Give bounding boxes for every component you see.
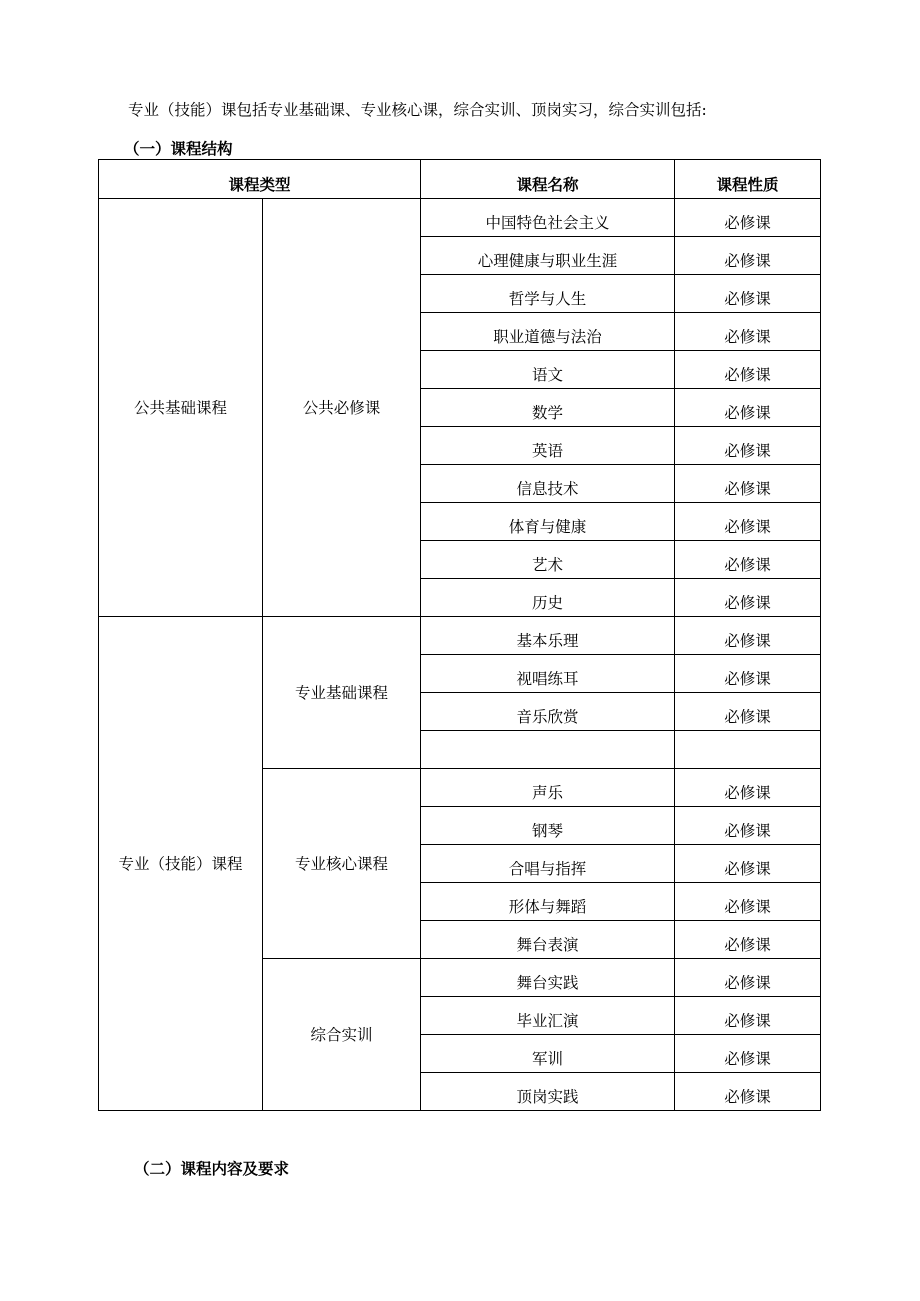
course-name-cell: 职业道德与法治	[421, 313, 675, 351]
course-nature-cell: 必修课	[675, 921, 821, 959]
course-name-cell: 数学	[421, 389, 675, 427]
course-nature-cell: 必修课	[675, 351, 821, 389]
course-name-cell: 哲学与人生	[421, 275, 675, 313]
course-name-cell: 形体与舞蹈	[421, 883, 675, 921]
table-row	[99, 617, 821, 655]
course-name-cell: 信息技术	[421, 465, 675, 503]
course-subcategory-cell: 公共必修课	[263, 199, 421, 617]
course-subcategory-cell: 综合实训	[263, 959, 421, 1111]
course-name-cell: 声乐	[421, 769, 675, 807]
course-nature-cell: 必修课	[675, 541, 821, 579]
course-name-cell: 合唱与指挥	[421, 845, 675, 883]
course-name-cell: 艺术	[421, 541, 675, 579]
course-nature-cell	[675, 731, 821, 769]
course-nature-cell: 必修课	[675, 655, 821, 693]
course-structure-table	[98, 159, 821, 1111]
course-nature-cell: 必修课	[675, 959, 821, 997]
header-course-name: 课程名称	[421, 160, 675, 199]
course-nature-cell: 必修课	[675, 617, 821, 655]
course-name-cell: 顶岗实践	[421, 1073, 675, 1111]
course-name-cell: 体育与健康	[421, 503, 675, 541]
course-nature-cell: 必修课	[675, 1035, 821, 1073]
course-category-cell: 公共基础课程	[99, 199, 263, 617]
course-name-cell: 语文	[421, 351, 675, 389]
course-nature-cell: 必修课	[675, 807, 821, 845]
course-nature-cell: 必修课	[675, 199, 821, 237]
header-course-nature: 课程性质	[675, 160, 821, 199]
course-nature-cell: 必修课	[675, 313, 821, 351]
course-nature-cell: 必修课	[675, 465, 821, 503]
course-name-cell: 舞台表演	[421, 921, 675, 959]
course-nature-cell: 必修课	[675, 237, 821, 275]
course-name-cell: 视唱练耳	[421, 655, 675, 693]
course-subcategory-cell: 专业基础课程	[263, 617, 421, 769]
course-subcategory-cell: 专业核心课程	[263, 769, 421, 959]
table-body	[99, 199, 821, 1111]
table-header-row	[99, 160, 821, 199]
course-name-cell: 军训	[421, 1035, 675, 1073]
course-name-cell: 英语	[421, 427, 675, 465]
section-heading-course-structure: （一）课程结构	[124, 140, 233, 158]
course-nature-cell: 必修课	[675, 1073, 821, 1111]
section-heading-course-content: （二）课程内容及要求	[134, 1160, 290, 1178]
course-name-cell	[421, 731, 675, 769]
course-category-cell: 专业（技能）课程	[99, 617, 263, 1111]
course-name-cell: 心理健康与职业生涯	[421, 237, 675, 275]
course-name-cell: 钢琴	[421, 807, 675, 845]
course-nature-cell: 必修课	[675, 275, 821, 313]
course-nature-cell: 必修课	[675, 883, 821, 921]
course-nature-cell: 必修课	[675, 769, 821, 807]
course-name-cell: 毕业汇演	[421, 997, 675, 1035]
course-name-cell: 音乐欣赏	[421, 693, 675, 731]
header-course-type: 课程类型	[99, 160, 421, 199]
course-nature-cell: 必修课	[675, 427, 821, 465]
course-nature-cell: 必修课	[675, 845, 821, 883]
course-nature-cell: 必修课	[675, 389, 821, 427]
course-nature-cell: 必修课	[675, 579, 821, 617]
intro-paragraph: 专业（技能）课包括专业基础课、专业核心课，综合实训、顶岗实习，综合实训包括:	[128, 101, 707, 119]
course-name-cell: 舞台实践	[421, 959, 675, 997]
course-name-cell: 中国特色社会主义	[421, 199, 675, 237]
course-nature-cell: 必修课	[675, 997, 821, 1035]
table-row	[99, 199, 821, 237]
course-name-cell: 历史	[421, 579, 675, 617]
course-name-cell: 基本乐理	[421, 617, 675, 655]
course-nature-cell: 必修课	[675, 693, 821, 731]
course-nature-cell: 必修课	[675, 503, 821, 541]
